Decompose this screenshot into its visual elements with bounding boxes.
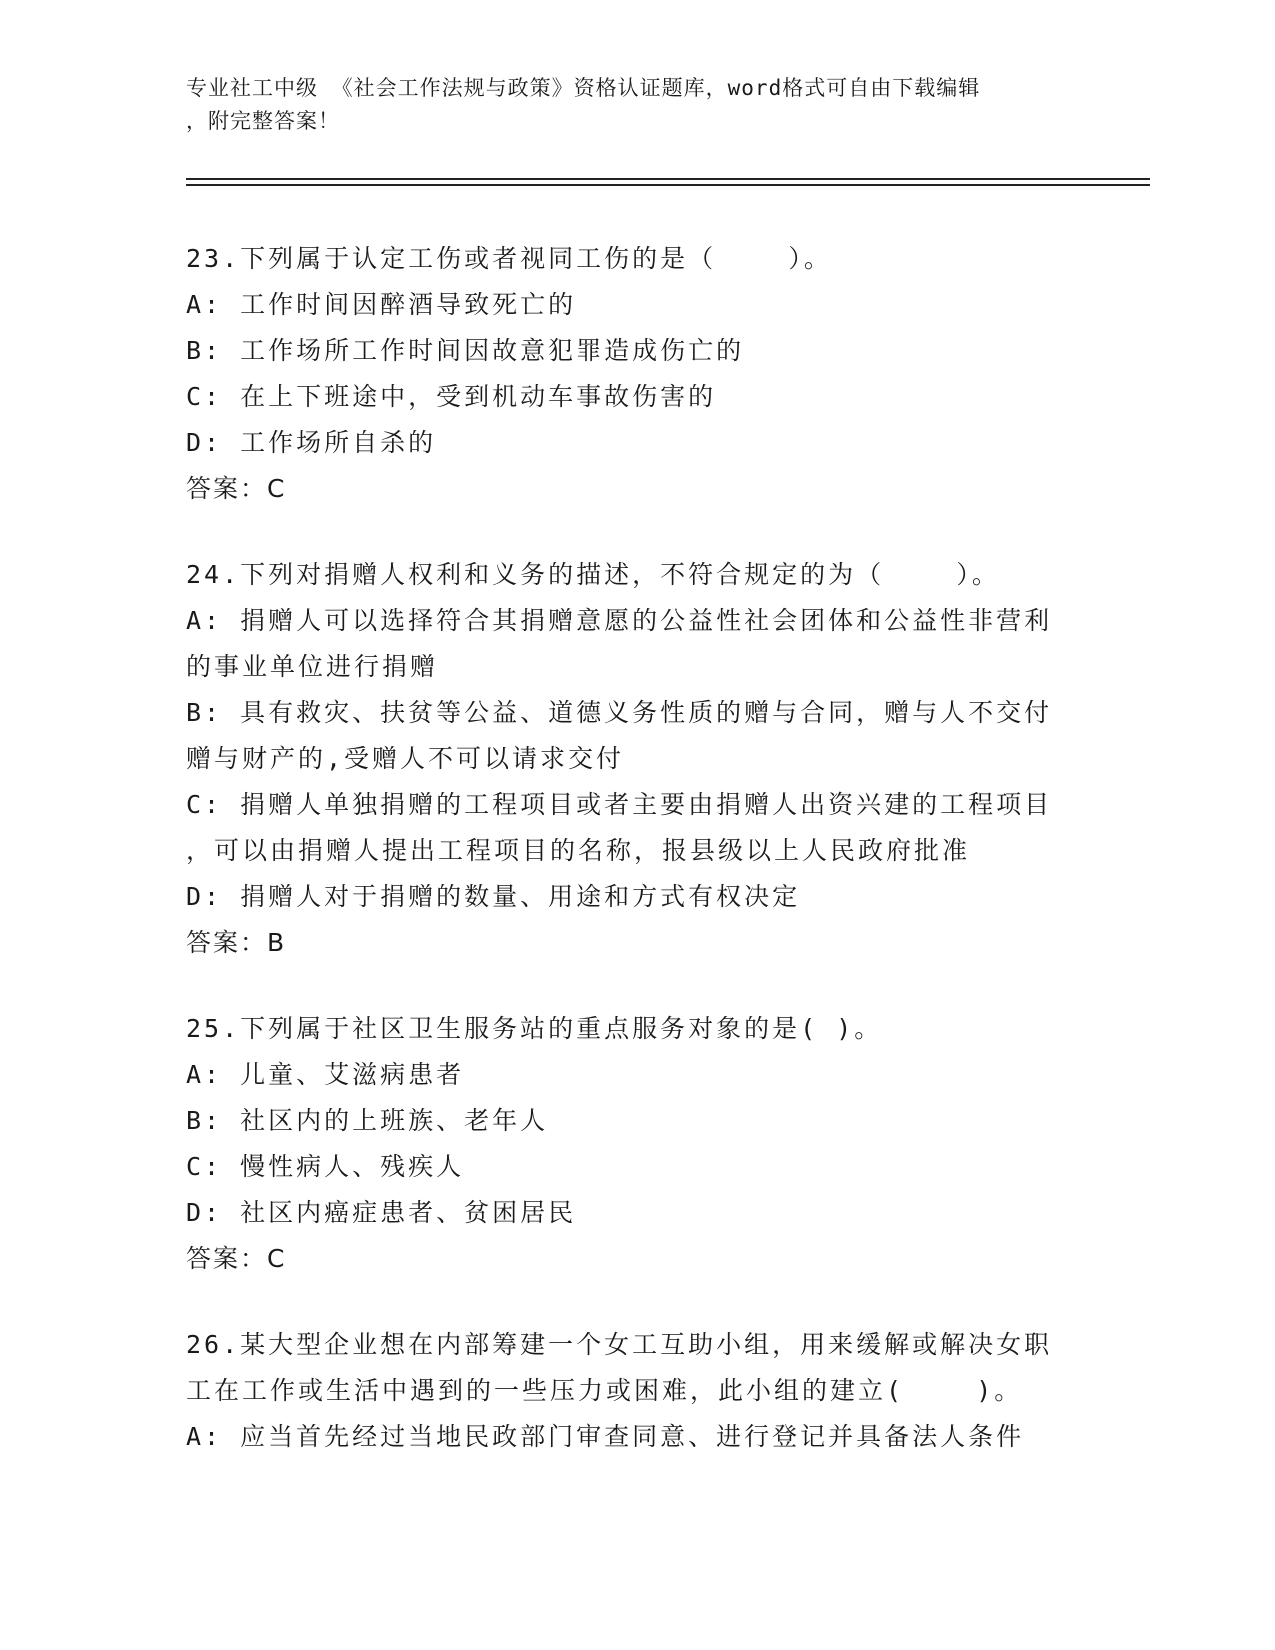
- answer: 答案：B: [186, 928, 287, 957]
- question-25: [186, 1006, 1086, 1282]
- question-text-continued: 工在工作或生活中遇到的一些压力或困难，此小组的建立( )。: [186, 1376, 1023, 1405]
- option-a: A: 应当首先经过当地民政部门审查同意、进行登记并具备法人条件: [186, 1422, 1025, 1451]
- question-23: [186, 236, 1086, 512]
- question-list: [186, 236, 1086, 1500]
- option-d: D: 工作场所自杀的: [186, 428, 437, 457]
- option-b: B: 社区内的上班族、老年人: [186, 1106, 549, 1135]
- option-a: A: 儿童、艾滋病患者: [186, 1060, 465, 1089]
- option-d: D: 捐赠人对于捐赠的数量、用途和方式有权决定: [186, 882, 801, 911]
- option-c: C: 在上下班途中，受到机动车事故伤害的: [186, 382, 717, 411]
- question-26: [186, 1322, 1086, 1460]
- option-d: D: 社区内癌症患者、贫困居民: [186, 1198, 577, 1227]
- question-text: 24.下列对捐赠人权利和义务的描述，不符合规定的为（ ）。: [186, 560, 1000, 589]
- question-text: 25.下列属于社区卫生服务站的重点服务对象的是( )。: [186, 1014, 883, 1043]
- option-c: C: 捐赠人单独捐赠的工程项目或者主要由捐赠人出资兴建的工程项目: [186, 790, 1053, 819]
- header-divider: [186, 178, 1150, 180]
- question-text: 26.某大型企业想在内部筹建一个女工互助小组，用来缓解或解决女职: [186, 1330, 1053, 1359]
- question-text: 23.下列属于认定工伤或者视同工伤的是（ ）。: [186, 244, 832, 273]
- answer: 答案：C: [186, 474, 287, 503]
- question-24: [186, 552, 1086, 966]
- answer: 答案：C: [186, 1244, 287, 1273]
- option-a-continued: 的事业单位进行捐赠: [186, 652, 439, 681]
- header-line: ，附完整答案！: [186, 109, 340, 133]
- header-line: 专业社工中级 《社会工作法规与政策》资格认证题库，word格式可自由下载编辑: [186, 76, 981, 100]
- option-c-continued: ，可以由捐赠人提出工程项目的名称，报县级以上人民政府批准: [186, 836, 971, 865]
- option-b: B: 工作场所工作时间因故意犯罪造成伤亡的: [186, 336, 745, 365]
- option-c: C: 慢性病人、残疾人: [186, 1152, 465, 1181]
- option-a: A: 工作时间因醉酒导致死亡的: [186, 290, 577, 319]
- option-b: B: 具有救灾、扶贫等公益、道德义务性质的赠与合同，赠与人不交付: [186, 698, 1053, 727]
- option-b-continued: 赠与财产的,受赠人不可以请求交付: [186, 744, 625, 773]
- header-divider: [186, 184, 1150, 186]
- document-header: [186, 72, 1086, 138]
- option-a: A: 捐赠人可以选择符合其捐赠意愿的公益性社会团体和公益性非营利: [186, 606, 1053, 635]
